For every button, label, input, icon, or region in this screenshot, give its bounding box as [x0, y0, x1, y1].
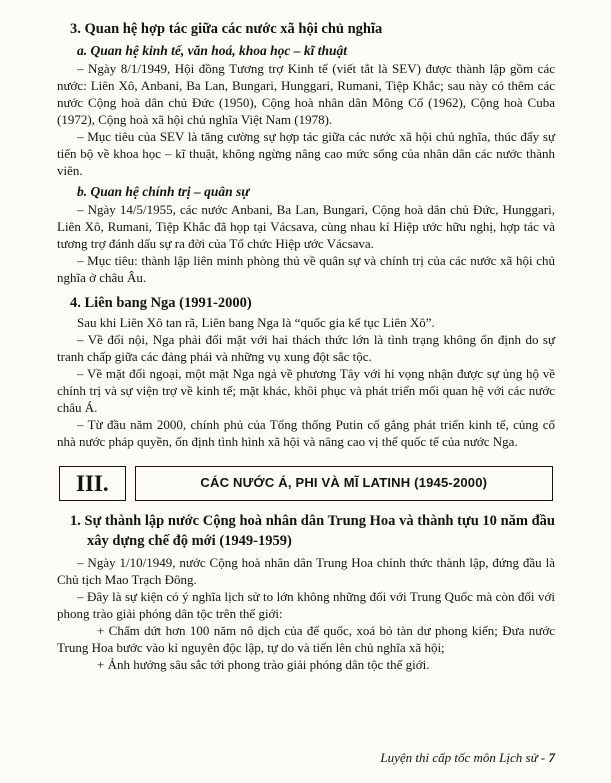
footer-book-title: Luyện thi cấp tốc môn Lịch sử -	[380, 750, 549, 766]
paragraph-russia-foreign: – Về mặt đối ngoại, một mặt Nga ngả về phương Tây với hi vọng nhận được sự ủng hộ về chính trị và sự viện trợ về kinh tế; mặt khác, khôi phục và phát triển mối quan hệ với các nước châu Á.	[57, 366, 555, 415]
paragraph-russia-putin: – Từ đầu năm 2000, chính phủ của Tổng thống Putin cố gắng phát triển kinh tế, củng cố nhà nước pháp quyền, ổn định tình hình xã hội và nâng cao vị thế quốc tế của nước Nga.	[57, 416, 555, 449]
heading-section-3b: b. Quan hệ chính trị – quân sự	[77, 183, 250, 199]
paragraph-prc-founding: – Ngày 1/10/1949, nước Cộng hoà nhân dân Trung Hoa chính thức thành lập, đứng đầu là Chủ tịch Mao Trạch Đông.	[57, 555, 555, 588]
heading-section-1-china: 1. Sự thành lập nước Cộng hoà nhân dân Trung Hoa và thành tựu 10 năm đầu xây dựng chế độ mới (1949-1959)	[70, 513, 555, 549]
part-title-box	[135, 466, 553, 502]
heading-section-4: 4. Liên bang Nga (1991-2000)	[70, 294, 252, 311]
paragraph-sev-goal: – Mục tiêu của SEV là tăng cường sự hợp tác giữa các nước xã hội chủ nghĩa, thúc đẩy sự tiến bộ về khoa học – kĩ thuật, không ngừng nâng cao mức sống của nhân dân các nước thành viên.	[57, 128, 555, 178]
footer-page-number: 7	[548, 750, 555, 766]
part-3-banner	[59, 466, 553, 502]
paragraph-prc-point-1: + Chấm dứt hơn 100 năm nô dịch của đế quốc, xoá bỏ tàn dư phong kiến; Đưa nước Trung Hoa bước vào kỉ nguyên độc lập, tự do và tiến lên chủ nghĩa xã hội;	[57, 622, 555, 655]
part-number: III.	[76, 470, 109, 496]
paragraph-prc-point-2: + Ảnh hưởng sâu sắc tới phong trào giải phóng dân tộc thế giới.	[97, 656, 430, 672]
part-number-box	[59, 466, 126, 502]
paragraph-warsaw-pact: – Ngày 14/5/1955, các nước Anbani, Ba Lan, Bungari, Cộng hoà dân chủ Đức, Hunggari, Liên Xô, Rumani, Tiệp Khắc đã họp tại Vácsava, cùng nhau kí Hiệp ước hữu nghị, hợp tác và tương trợ đánh dấu sự ra đời của Tổ chức Hiệp ước Vácsava.	[57, 202, 555, 251]
paragraph-prc-significance: – Đây là sự kiện có ý nghĩa lịch sử to lớn không những đối với Trung Quốc mà còn đối với phong trào giải phóng dân tộc trên thế giới:	[57, 589, 555, 621]
heading-section-3: 3. Quan hệ hợp tác giữa các nước xã hội chủ nghĩa	[70, 21, 383, 37]
heading-section-3a: a. Quan hệ kinh tế, văn hoá, khoa học – kĩ thuật	[77, 42, 348, 58]
page-footer	[380, 750, 555, 767]
paragraph-russia-successor: Sau khi Liên Xô tan rã, Liên bang Nga là “quốc gia kế tục Liên Xô”.	[77, 315, 435, 331]
part-title: CÁC NƯỚC Á, PHI VÀ MĨ LATINH (1945-2000)	[200, 475, 488, 491]
paragraph-warsaw-goal: – Mục tiêu: thành lập liên minh phòng thủ về quân sự và chính trị của các nước xã hội chủ nghĩa ở châu Âu.	[57, 252, 555, 285]
paragraph-russia-domestic: – Về đối nội, Nga phải đối mặt với hai thách thức lớn là tình trạng không ổn định do sự tranh chấp giữa các đảng phái và những vụ xung đột sắc tộc.	[57, 332, 555, 365]
paragraph-sev-founding: – Ngày 8/1/1949, Hội đồng Tương trợ Kinh tế (viết tắt là SEV) được thành lập gồm các nước: Liên Xô, Anbani, Ba Lan, Bungari, Hunggari, Rumani, Tiệp Khắc; sau này có thêm các nước Cộng hoà dân chủ Đức (1950), Cộng hoà nhân dân Mông Cổ (1962), Cộng hoà Cuba (1972), Cộng hoà xã hội chủ nghĩa Việt Nam (1978).	[57, 61, 555, 128]
